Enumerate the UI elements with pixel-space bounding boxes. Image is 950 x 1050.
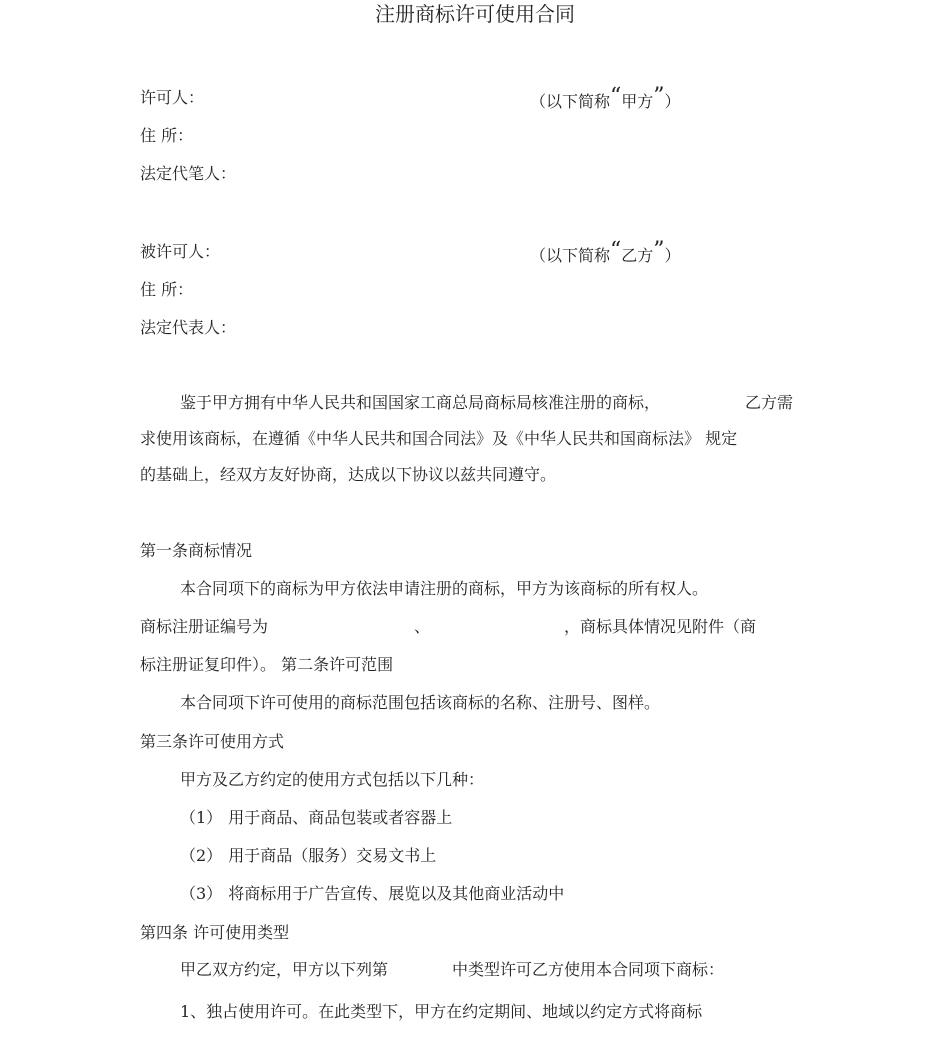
licensor-alias-post: ） <box>664 92 681 111</box>
list-item-text: 将商标用于广告宣传、展览以及其他商业活动中 <box>228 884 565 903</box>
licensor-rep-label: 法定代笔人： <box>140 164 237 183</box>
list-item-number: （2） <box>180 846 223 865</box>
article3-heading: 第三条许可使用方式 <box>140 732 285 751</box>
licensee-quote-open: “ <box>610 238 622 263</box>
licensee-alias-post: ） <box>664 246 681 265</box>
article1-registration-tail: ，商标具体情况见附件（商 <box>564 617 757 636</box>
list-item <box>180 848 436 864</box>
licensee-address-label: 住 所： <box>140 280 194 299</box>
licensor-quote-open: “ <box>610 84 622 109</box>
preamble-line-1a: 鉴于甲方拥有中华人民共和国国家工商总局商标局核准注册的商标， <box>180 393 661 412</box>
licensee-quote-close: ” <box>653 238 665 263</box>
list-item-number: （1） <box>180 808 223 827</box>
licensee-rep-label: 法定代表人： <box>140 318 237 337</box>
licensee-alias-name: 乙方 <box>621 246 654 265</box>
article3-intro: 甲方及乙方约定的使用方式包括以下几种： <box>180 770 485 789</box>
article1-paragraph-3: 标注册证复印件）。 第二条许可范围 <box>140 655 394 674</box>
list-item-text: 用于商品（服务）交易文书上 <box>228 846 437 865</box>
article1-paragraph-1: 本合同项下的商标为甲方依法申请注册的商标，甲方为该商标的所有权人。 <box>180 579 709 598</box>
licensee-alias <box>530 238 681 266</box>
article1-heading: 第一条商标情况 <box>140 541 253 560</box>
licensor-quote-close: ” <box>653 84 665 109</box>
licensor-alias-pre: （以下简称 <box>530 92 611 111</box>
licensor-address-label: 住 所： <box>140 126 194 145</box>
article1-registration-separator: 、 <box>414 617 431 636</box>
article1-registration-label: 商标注册证编号为 <box>140 617 269 636</box>
list-item <box>180 810 452 826</box>
preamble-line-2: 求使用该商标，在遵循《中华人民共和国合同法》及《中华人民共和国商标法》 规定 <box>140 429 738 448</box>
licensor-alias <box>530 84 681 112</box>
licensor-alias-name: 甲方 <box>621 92 654 111</box>
list-item-text: 用于商品、商品包装或者容器上 <box>228 808 453 827</box>
article4-paragraph-1b: 中类型许可乙方使用本合同项下商标： <box>452 960 725 979</box>
list-item <box>180 886 564 902</box>
article4-item-1: 1、独占使用许可。在此类型下，甲方在约定期间、地域以约定方式将商标 <box>180 1002 703 1021</box>
licensee-label: 被许可人： <box>140 242 221 261</box>
article2-paragraph-1: 本合同项下许可使用的商标范围包括该商标的名称、注册号、图样。 <box>180 693 661 712</box>
licensee-alias-pre: （以下简称 <box>530 246 611 265</box>
article4-heading: 第四条 许可使用类型 <box>140 923 290 942</box>
document-title: 注册商标许可使用合同 <box>375 2 575 26</box>
licensor-label: 许可人： <box>140 88 205 107</box>
preamble-line-3: 的基础上，经双方友好协商，达成以下协议以兹共同遵守。 <box>140 465 557 484</box>
list-item-number: （3） <box>180 884 223 903</box>
preamble-line-1b: 乙方需 <box>745 393 794 412</box>
article4-paragraph-1a: 甲乙双方约定，甲方以下列第 <box>180 960 389 979</box>
